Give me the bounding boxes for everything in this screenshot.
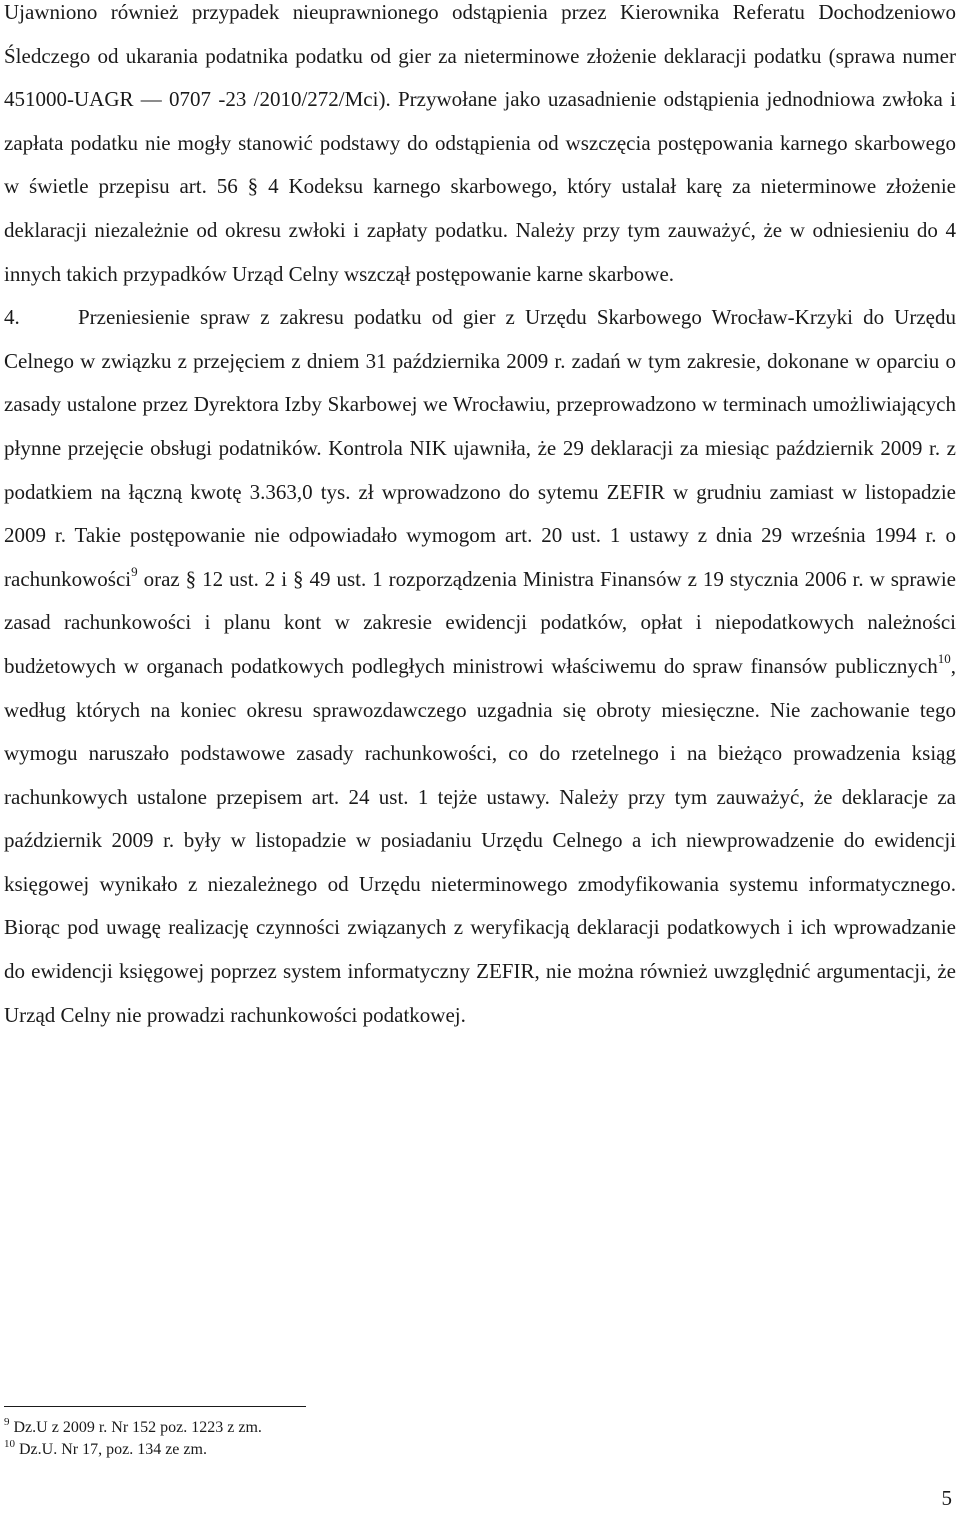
footnote-separator — [4, 1406, 306, 1407]
paragraph-1-text: Ujawniono również przypadek nieuprawnionego odstąpienia przez Kierownika Referatu Dochodzeniowo Śledczego od ukarania podatnika podatku od gier za nieterminowe złożenie deklaracji podatku (sprawa numer 451000-UAGR — 0707 -23 /2010/272/Mci). Przywołane jako uzasadnienie odstąpienia jednodniowa zwłoka i zapłata podatku nie mogły stanowić podstawy do odstąpienia od wszczęcia postępowania karnego skarbowego w świetle przepisu art. 56 § 4 Kodeksu karnego skarbowego, który ustalał karę za nieterminowe złożenie deklaracji niezależnie od okresu zwłoki i zapłaty podatku. Należy przy tym zauważyć, że w odniesieniu do 4 innych takich przypadków Urząd Celny wszczął postępowanie karne skarbowe. — [4, 0, 956, 286]
footnote-reference-10[interactable]: 10 — [937, 650, 951, 666]
page-number: 5 — [941, 1486, 952, 1510]
footnote-10 — [4, 1439, 904, 1461]
paragraph-2-text-part-1: Przeniesienie spraw z zakresu podatku od gier z Urzędu Skarbowego Wrocław-Krzyki do Urzędu Celnego w związku z przejęciem z dniem 31 października 2009 r. zadań w tym zakresie, dokonane w oparciu o zasady ustalone przez Dyrektora Izby Skarbowej we Wrocławiu, przeprowadzono w terminach umożliwiających płynne przejęcie obsługi podatników. Kontrola NIK ujawniła, że 29 deklaracji za miesiąc październik 2009 r. z podatkiem na łączną kwotę 3.363,0 tys. zł wprowadzono do sytemu ZEFIR w grudniu zamiast w listopadzie 2009 r. Takie postępowanie nie odpowiadało wymogom art. 20 ust. 1 ustawy z dnia 29 września 1994 r. o rachunkowości — [4, 305, 956, 591]
document-body — [4, 0, 956, 1037]
paragraph-2-text-part-2: oraz § 12 ust. 2 i § 49 ust. 1 rozporządzenia Ministra Finansów z 19 stycznia 2006 r. w sprawie zasad rachunkowości i planu kont w zakresie ewidencji podatków, opłat i niepodatkowych należności budżetowych w organach podatkowych podległych ministrowi właściwemu do spraw finansów publicznych — [4, 566, 956, 678]
footnote-text: Dz.U. Nr 17, poz. 134 ze zm. — [15, 1441, 207, 1458]
paragraph-2 — [4, 296, 956, 1037]
footnote-text: Dz.U z 2009 r. Nr 152 poz. 1223 z zm. — [9, 1419, 262, 1436]
footnote-9 — [4, 1417, 904, 1439]
paragraph-2-number: 4. — [4, 305, 20, 330]
footnotes — [4, 1417, 904, 1461]
paragraph-1 — [4, 0, 956, 296]
footnote-marker: 9 — [4, 1415, 10, 1428]
footnote-marker: 10 — [4, 1437, 15, 1450]
paragraph-2-text-part-3: , według których na koniec okresu sprawozdawczego uzgadnia się obroty miesięczne. Nie zachowanie tego wymogu naruszało podstawowe zasady rachunkowości, co do rzetelnego i na bieżąco prowadzenia ksiąg rachunkowych ustalone przepisem art. 24 ust. 1 tejże ustawy. Należy przy tym zauważyć, że deklaracje za październik 2009 r. były w listopadzie w posiadaniu Urzędu Celnego a ich niewprowadzenie do ewidencji księgowej wynikało z niezależnego od Urzędu nieterminowego zmodyfikowania systemu informatycznego. Biorąc pod uwagę realizację czynności związanych z weryfikacją deklaracji podatkowych i ich wprowadzanie do ewidencji księgowej poprzez system informatyczny ZEFIR, nie można również uwzględnić argumentacji, że Urząd Celny nie prowadzi rachunkowości podatkowej. — [4, 653, 956, 1027]
footnote-reference-9[interactable]: 9 — [131, 563, 138, 579]
